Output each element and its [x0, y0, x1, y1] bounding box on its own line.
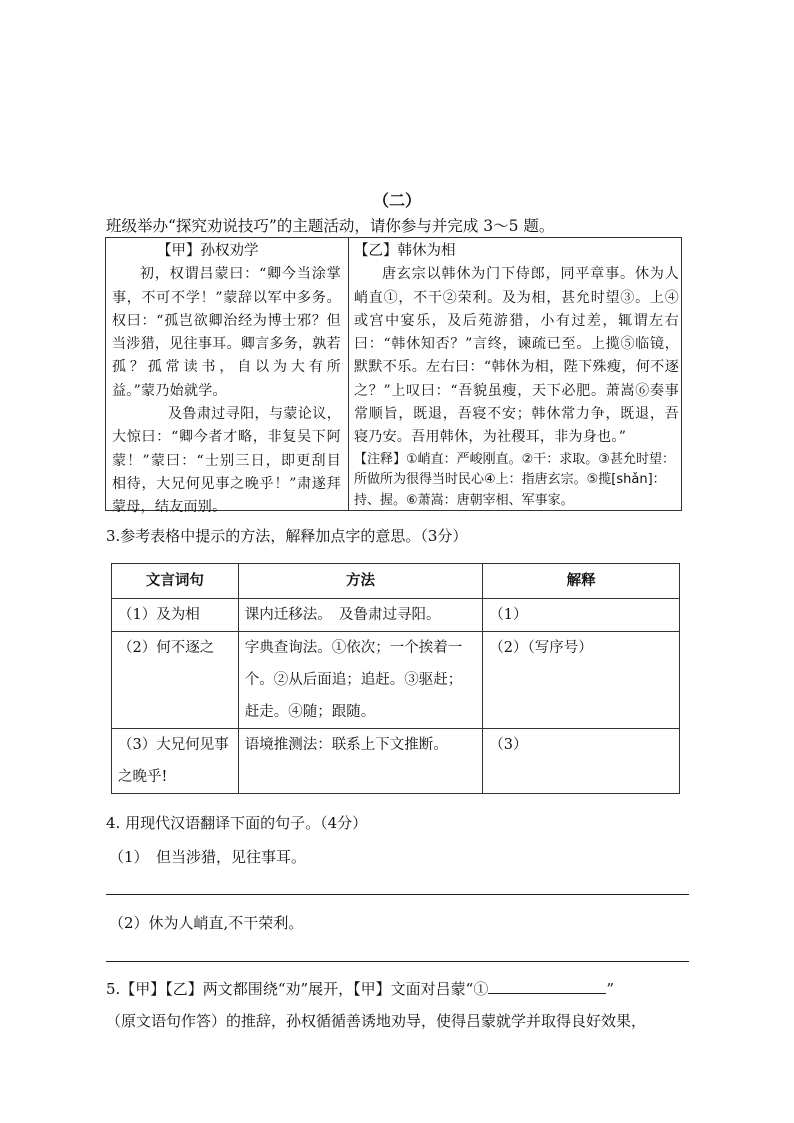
method-table [111, 563, 680, 794]
section-title: （二） [372, 191, 421, 210]
passage-a-para-1: 初，权谓吕蒙曰：“卿今当涂掌事，不可不学！”蒙辞以军中多务。权曰：“孤岂欲卿治经为博士邪？但当涉猎，见往事耳。卿言多务，孰若孤？孤常读书，自以为大有所益。”蒙乃始就学。 [112, 266, 341, 399]
table-header: 方法 [238, 564, 482, 599]
table-header: 文言词句 [112, 564, 239, 599]
answer-cell[interactable]: （2）（写序号） [483, 632, 680, 729]
intro-text: 班级举办“探究劝说技巧”的主题活动，请你参与并完成 3～5 题。 [106, 217, 555, 235]
passage-b-title: 【乙】韩休为相 [354, 243, 456, 259]
sentence-2: （2）休为人峭直,不干荣利。 [109, 914, 304, 932]
table-row [112, 729, 680, 794]
phrase-cell: （3）大兄何见事之晚乎! [112, 729, 239, 794]
answer-cell[interactable]: （1） [483, 599, 680, 632]
phrase-cell: （2）何不逐之 [112, 632, 239, 729]
method-cell: 语境推测法：联系上下文推断。 [238, 729, 482, 794]
passage-a [112, 240, 341, 520]
method-cell: 课内迁移法。 及鲁肃过寻阳。 [238, 599, 482, 632]
passage-b-para-1: 唐玄宗以韩休为门下侍郎，同平章事。休为人峭直①，不干②荣利。及为相，甚允时望③。上④或宫中宴乐，及后苑游猎，小有过差，辄谓左右曰：“韩休知否？”言终，谏疏已至。上揽⑤临镜，默默不乐。左右曰：“韩休为相，陛下殊瘦，何不逐之？”上叹曰：“吾貌虽瘦，天下必肥。萧嵩⑥奏事常顺旨，既退，吾寝不安；韩休常力争，既退，吾寝乃安。吾用韩休，为社稷耳，非为身也。” [354, 266, 679, 446]
phrase-cell: （1）及为相 [112, 599, 239, 632]
answer-line-1[interactable] [106, 894, 689, 895]
method-cell: 字典查询法。①依次；一个挨着一个。②从后面追；追赶。③驱赶；赶走。④随；跟随。 [238, 632, 482, 729]
question-5-line-2: （原文语句作答）的推辞，孙权循循善诱地劝导，使得吕蒙就学并取得良好效果， [106, 1012, 647, 1030]
answer-line-2[interactable] [106, 961, 689, 962]
passage-a-para-2: 及鲁肃过寻阳，与蒙论议，大惊曰：“卿今者才略，非复吴下阿蒙！”蒙曰：“士别三日，即更刮目相待，大兄何见事之晚乎！”肃遂拜蒙母，结友而别。 [112, 406, 341, 516]
quote-close: ” [606, 980, 614, 998]
fill-blank-1[interactable] [488, 979, 606, 994]
passage-b [354, 240, 679, 511]
question-5-line-1 [106, 978, 614, 999]
passage-divider [348, 237, 349, 511]
question-5-text: 5.【甲】【乙】两文都围绕“劝”展开，【甲】文面对吕蒙“① [106, 980, 489, 998]
passage-a-title: 【甲】孙权劝学 [157, 243, 259, 259]
table-row [112, 632, 680, 729]
sentence-1: （1） 但当涉猎，见往事耳。 [109, 848, 307, 866]
answer-cell[interactable]: （3） [483, 729, 680, 794]
question-3: 3.参考表格中提示的方法，解释加点字的意思。（3分） [106, 527, 468, 545]
table-row [112, 599, 680, 632]
table-header-row [112, 564, 680, 599]
passage-b-notes: 【注释】①峭直：严峻刚直。②干：求取。③甚允时望：所做所为很得当时民心④上：指唐玄宗。⑤揽[shǎn]：持、握。⑥萧嵩：唐朝宰相、军事家。 [354, 451, 675, 508]
question-4: 4. 用现代汉语翻译下面的句子。（4分） [106, 814, 368, 832]
table-header: 解释 [483, 564, 680, 599]
